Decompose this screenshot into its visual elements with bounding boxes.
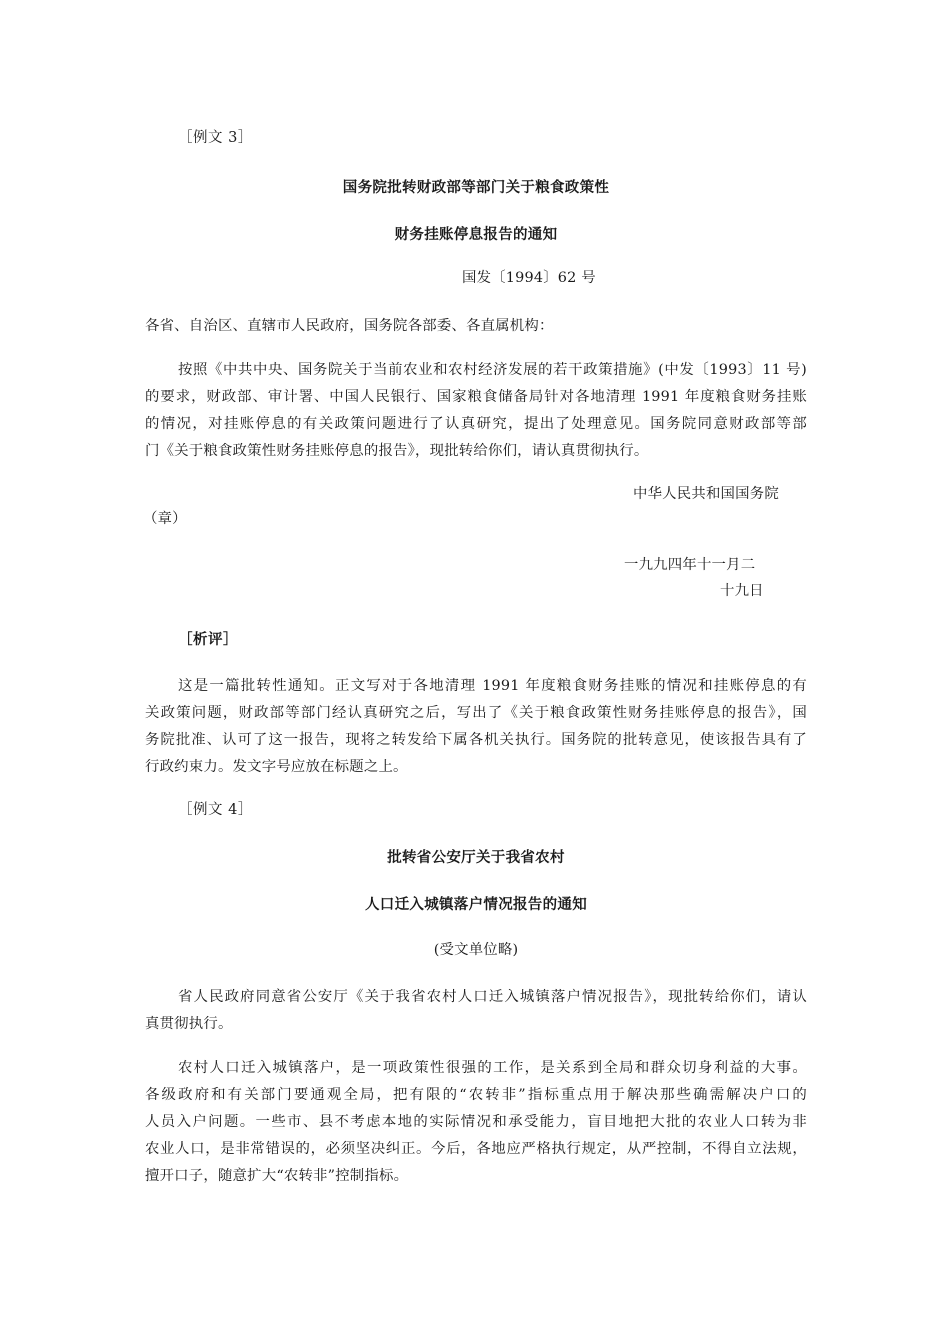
- commentary-label: ［析评］: [178, 631, 238, 648]
- example4-paragraph1: [145, 984, 807, 1038]
- example3-body-line: 的情况，对挂账停息的有关政策问题进行了认真研究，提出了处理意见。国务院同意财政部等部: [145, 416, 807, 432]
- example4-para2-line: 人员入户问题。一些市、县不考虑本地的实际情况和承受能力，盲目地把大批的农业人口转为非: [145, 1114, 807, 1130]
- example3-body: [145, 357, 807, 465]
- example3-title-line2: 财务挂账停息报告的通知: [394, 227, 558, 243]
- example4-para2-line: 各级政府和有关部门要通观全局，把有限的“农转非”指标重点用于解决那些确需解决户口的: [145, 1087, 807, 1103]
- example3-date-line2: 十九日: [720, 583, 764, 599]
- example4-para1-line: 真贯彻执行。: [145, 1016, 233, 1032]
- example3-body-line: 按照《中共中央、国务院关于当前农业和农村经济发展的若干政策措施》(中发〔1993〕11 号): [178, 362, 807, 378]
- example3-date-line1: 一九九四年十一月二: [624, 557, 756, 573]
- example3-seal: （章）: [143, 511, 187, 527]
- example4-title-line2: 人口迁入城镇落户情况报告的通知: [365, 897, 587, 913]
- example3-doc-number: 国发〔1994〕62 号: [462, 270, 596, 286]
- example4-para2-line: 擅开口子，随意扩大“农转非”控制指标。: [145, 1168, 409, 1184]
- example4-para1-line: 省人民政府同意省公安厅《关于我省农村人口迁入城镇落户情况报告》，现批转给你们，请认: [178, 989, 807, 1005]
- example3-body-line: 门《关于粮食政策性财务挂账停息的报告》，现批转给你们，请认真贯彻执行。: [145, 443, 649, 459]
- example3-salutation: 各省、自治区、直辖市人民政府，国务院各部委、各直属机构：: [145, 318, 554, 334]
- example3-issuer: 中华人民共和国国务院: [633, 486, 779, 502]
- example3-label: ［例文 3］: [178, 130, 253, 146]
- example3-body-line: 的要求，财政部、审计署、中国人民银行、国家粮食储备局针对各地清理 1991 年度粮食财务挂账: [145, 389, 807, 405]
- commentary-line: 这是一篇批转性通知。正文写对于各地清理 1991 年度粮食财务挂账的情况和挂账停息的有: [178, 678, 807, 694]
- example4-label: ［例文 4］: [178, 802, 253, 818]
- example3-title-line1: 国务院批转财政部等部门关于粮食政策性: [342, 180, 610, 196]
- commentary-line: 关政策问题，财政部等部门经认真研究之后，写出了《关于粮食政策性财务挂账停息的报告》，国: [145, 705, 807, 721]
- example4-recipient: (受文单位略): [433, 942, 519, 958]
- example4-para2-line: 农业人口，是非常错误的，必须坚决纠正。今后，各地应严格执行规定，从严控制，不得自立法规，: [145, 1141, 807, 1157]
- example4-title-line1: 批转省公安厅关于我省农村: [387, 850, 565, 866]
- commentary-line: 务院批准、认可了这一报告，现将之转发给下属各机关执行。国务院的批转意见，使该报告具有了: [145, 732, 807, 748]
- commentary-body: [145, 673, 807, 781]
- example4-para2-line: 农村人口迁入城镇落户，是一项政策性很强的工作，是关系到全局和群众切身利益的大事。: [178, 1060, 807, 1076]
- example4-paragraph2: [145, 1055, 807, 1190]
- commentary-line: 行政约束力。发文字号应放在标题之上。: [145, 759, 408, 775]
